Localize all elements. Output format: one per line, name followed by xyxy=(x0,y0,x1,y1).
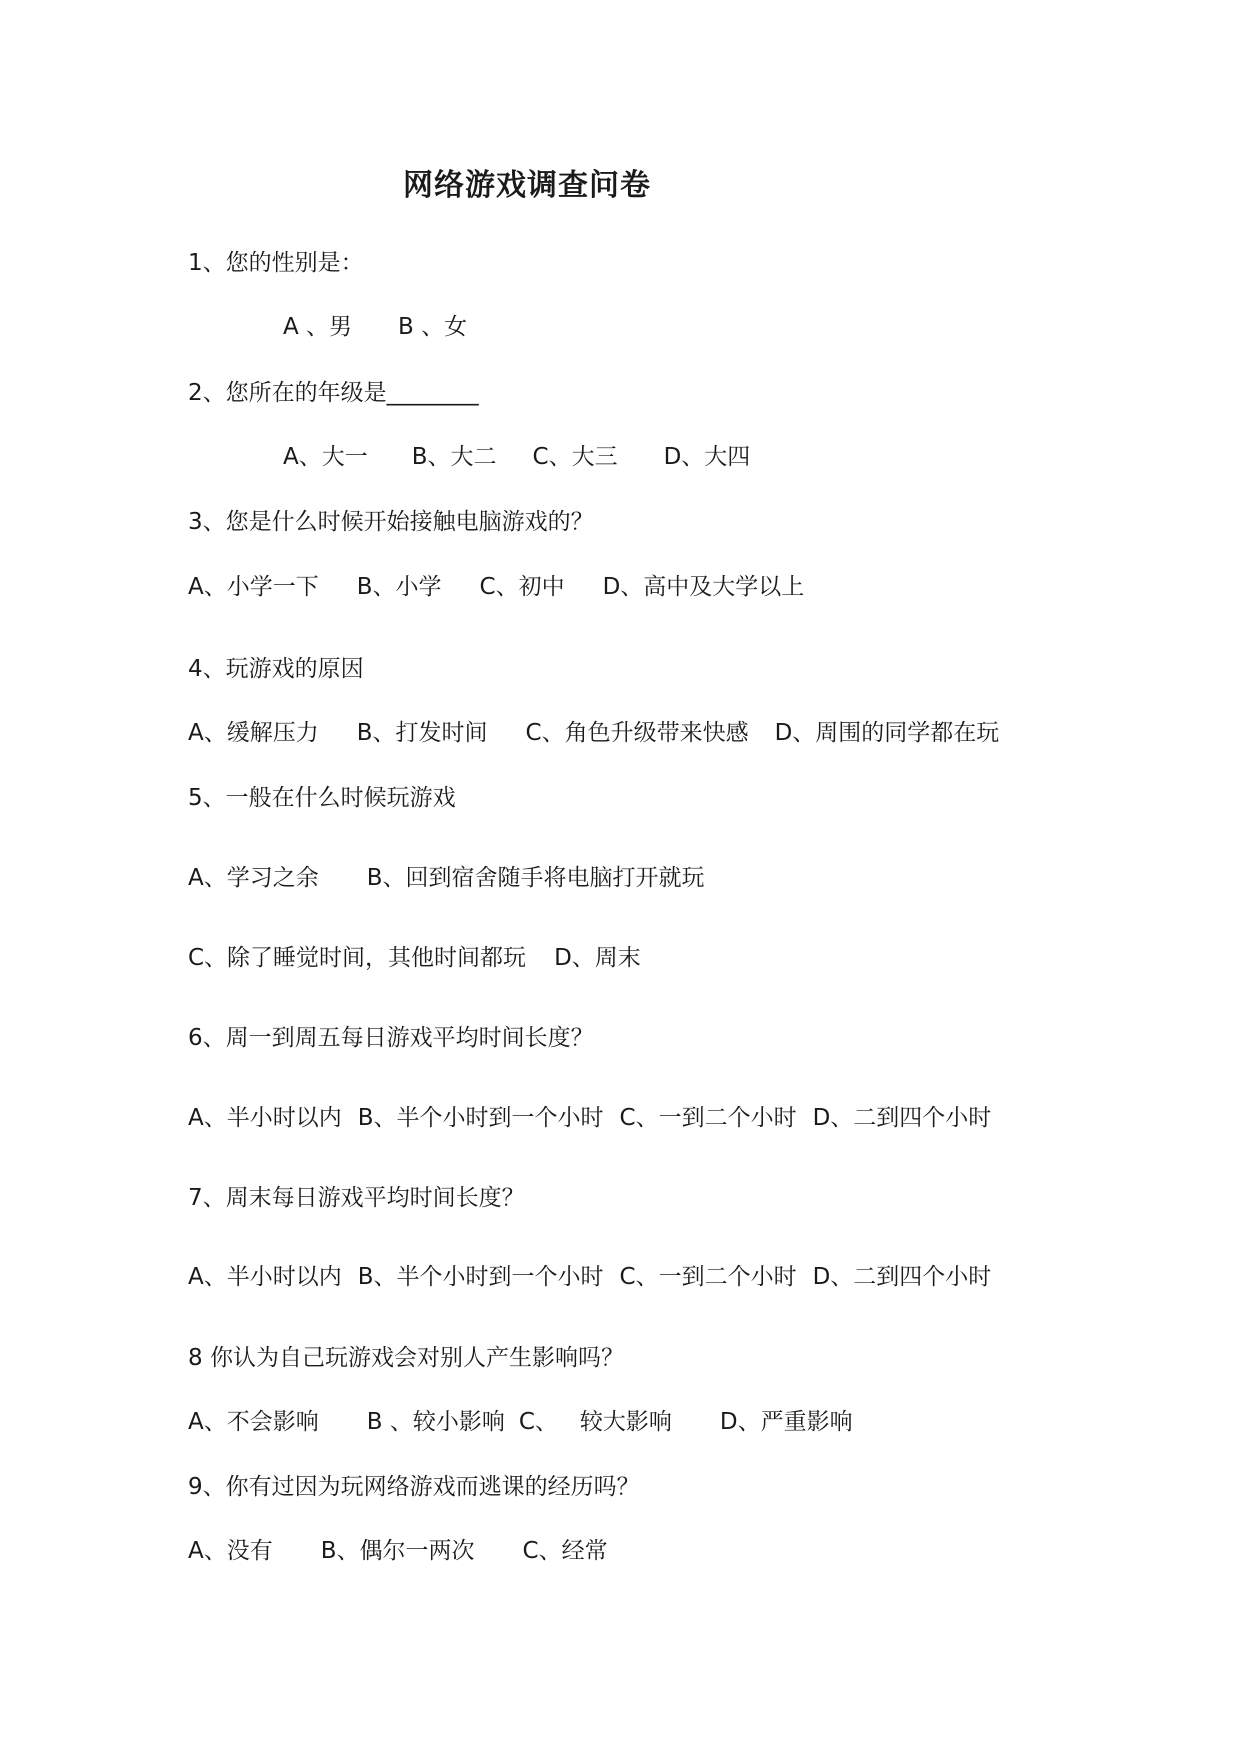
option-d: D、二到四个小时 xyxy=(812,1264,992,1290)
option-c: C、角色升级带来快感 xyxy=(525,720,749,746)
question-5-options-line-1 xyxy=(188,863,705,893)
option-c: C、一到二个小时 xyxy=(619,1264,797,1290)
option-b: B 、较小影响 xyxy=(366,1409,505,1435)
question-2: 2、您所在的年级是________ xyxy=(188,380,479,406)
option-d: D、严重影响 xyxy=(719,1409,853,1435)
option-a: A、学习之余 xyxy=(188,865,319,891)
option-b: B、打发时间 xyxy=(356,720,488,746)
option-b: B、半个小时到一个小时 xyxy=(357,1264,604,1290)
question-7: 7、周末每日游戏平均时间长度？ xyxy=(188,1185,525,1211)
option-a: A、大一 xyxy=(283,444,368,470)
option-a: A、半小时以内 xyxy=(188,1105,342,1131)
option-a: A、半小时以内 xyxy=(188,1264,342,1290)
option-c: C、除了睡觉时间，其他时间都玩 xyxy=(188,945,527,971)
question-2-options xyxy=(283,442,750,472)
option-c: C、大三 xyxy=(532,444,618,470)
option-c: C、初中 xyxy=(479,574,565,600)
option-c: C、经常 xyxy=(522,1538,608,1564)
option-a: A、不会影响 xyxy=(188,1409,319,1435)
question-1-options xyxy=(283,312,467,342)
question-6: 6、周一到周五每日游戏平均时间长度？ xyxy=(188,1025,594,1051)
option-d: D、二到四个小时 xyxy=(812,1105,992,1131)
option-b: B、小学 xyxy=(356,574,442,600)
option-a: A 、男 xyxy=(283,314,353,340)
option-d: D、周围的同学都在玩 xyxy=(774,720,1000,746)
option-c: C、 xyxy=(518,1409,558,1435)
option-d: D、周末 xyxy=(554,945,641,971)
option-b: B、半个小时到一个小时 xyxy=(357,1105,604,1131)
option-b: B 、女 xyxy=(398,314,468,340)
question-4: 4、玩游戏的原因 xyxy=(188,656,364,682)
question-1: 1、您的性别是： xyxy=(188,250,364,276)
option-c-text: 较大影响 xyxy=(579,1409,672,1435)
option-b: B、回到宿舍随手将电脑打开就玩 xyxy=(366,865,705,891)
option-a: A、缓解压力 xyxy=(188,720,319,746)
question-3: 3、您是什么时候开始接触电脑游戏的？ xyxy=(188,509,594,535)
option-c: C、一到二个小时 xyxy=(619,1105,797,1131)
question-9-options xyxy=(188,1536,608,1566)
question-3-options xyxy=(188,572,804,602)
option-a: A、小学一下 xyxy=(188,574,319,600)
option-d: D、高中及大学以上 xyxy=(602,574,805,600)
question-6-options xyxy=(188,1103,991,1133)
option-b: B、大二 xyxy=(411,444,497,470)
question-4-options xyxy=(188,718,999,748)
question-9: 9、你有过因为玩网络游戏而逃课的经历吗？ xyxy=(188,1474,640,1500)
option-d: D、大四 xyxy=(663,444,751,470)
question-5: 5、一般在什么时候玩游戏 xyxy=(188,785,456,811)
option-a: A、没有 xyxy=(188,1538,273,1564)
question-5-options-line-2 xyxy=(188,943,641,973)
question-8: 8 你认为自己玩游戏会对别人产生影响吗？ xyxy=(188,1345,624,1371)
question-8-options xyxy=(188,1407,853,1437)
option-b: B、偶尔一两次 xyxy=(320,1538,475,1564)
document-title: 网络游戏调查问卷 xyxy=(403,168,651,203)
question-7-options xyxy=(188,1262,991,1292)
